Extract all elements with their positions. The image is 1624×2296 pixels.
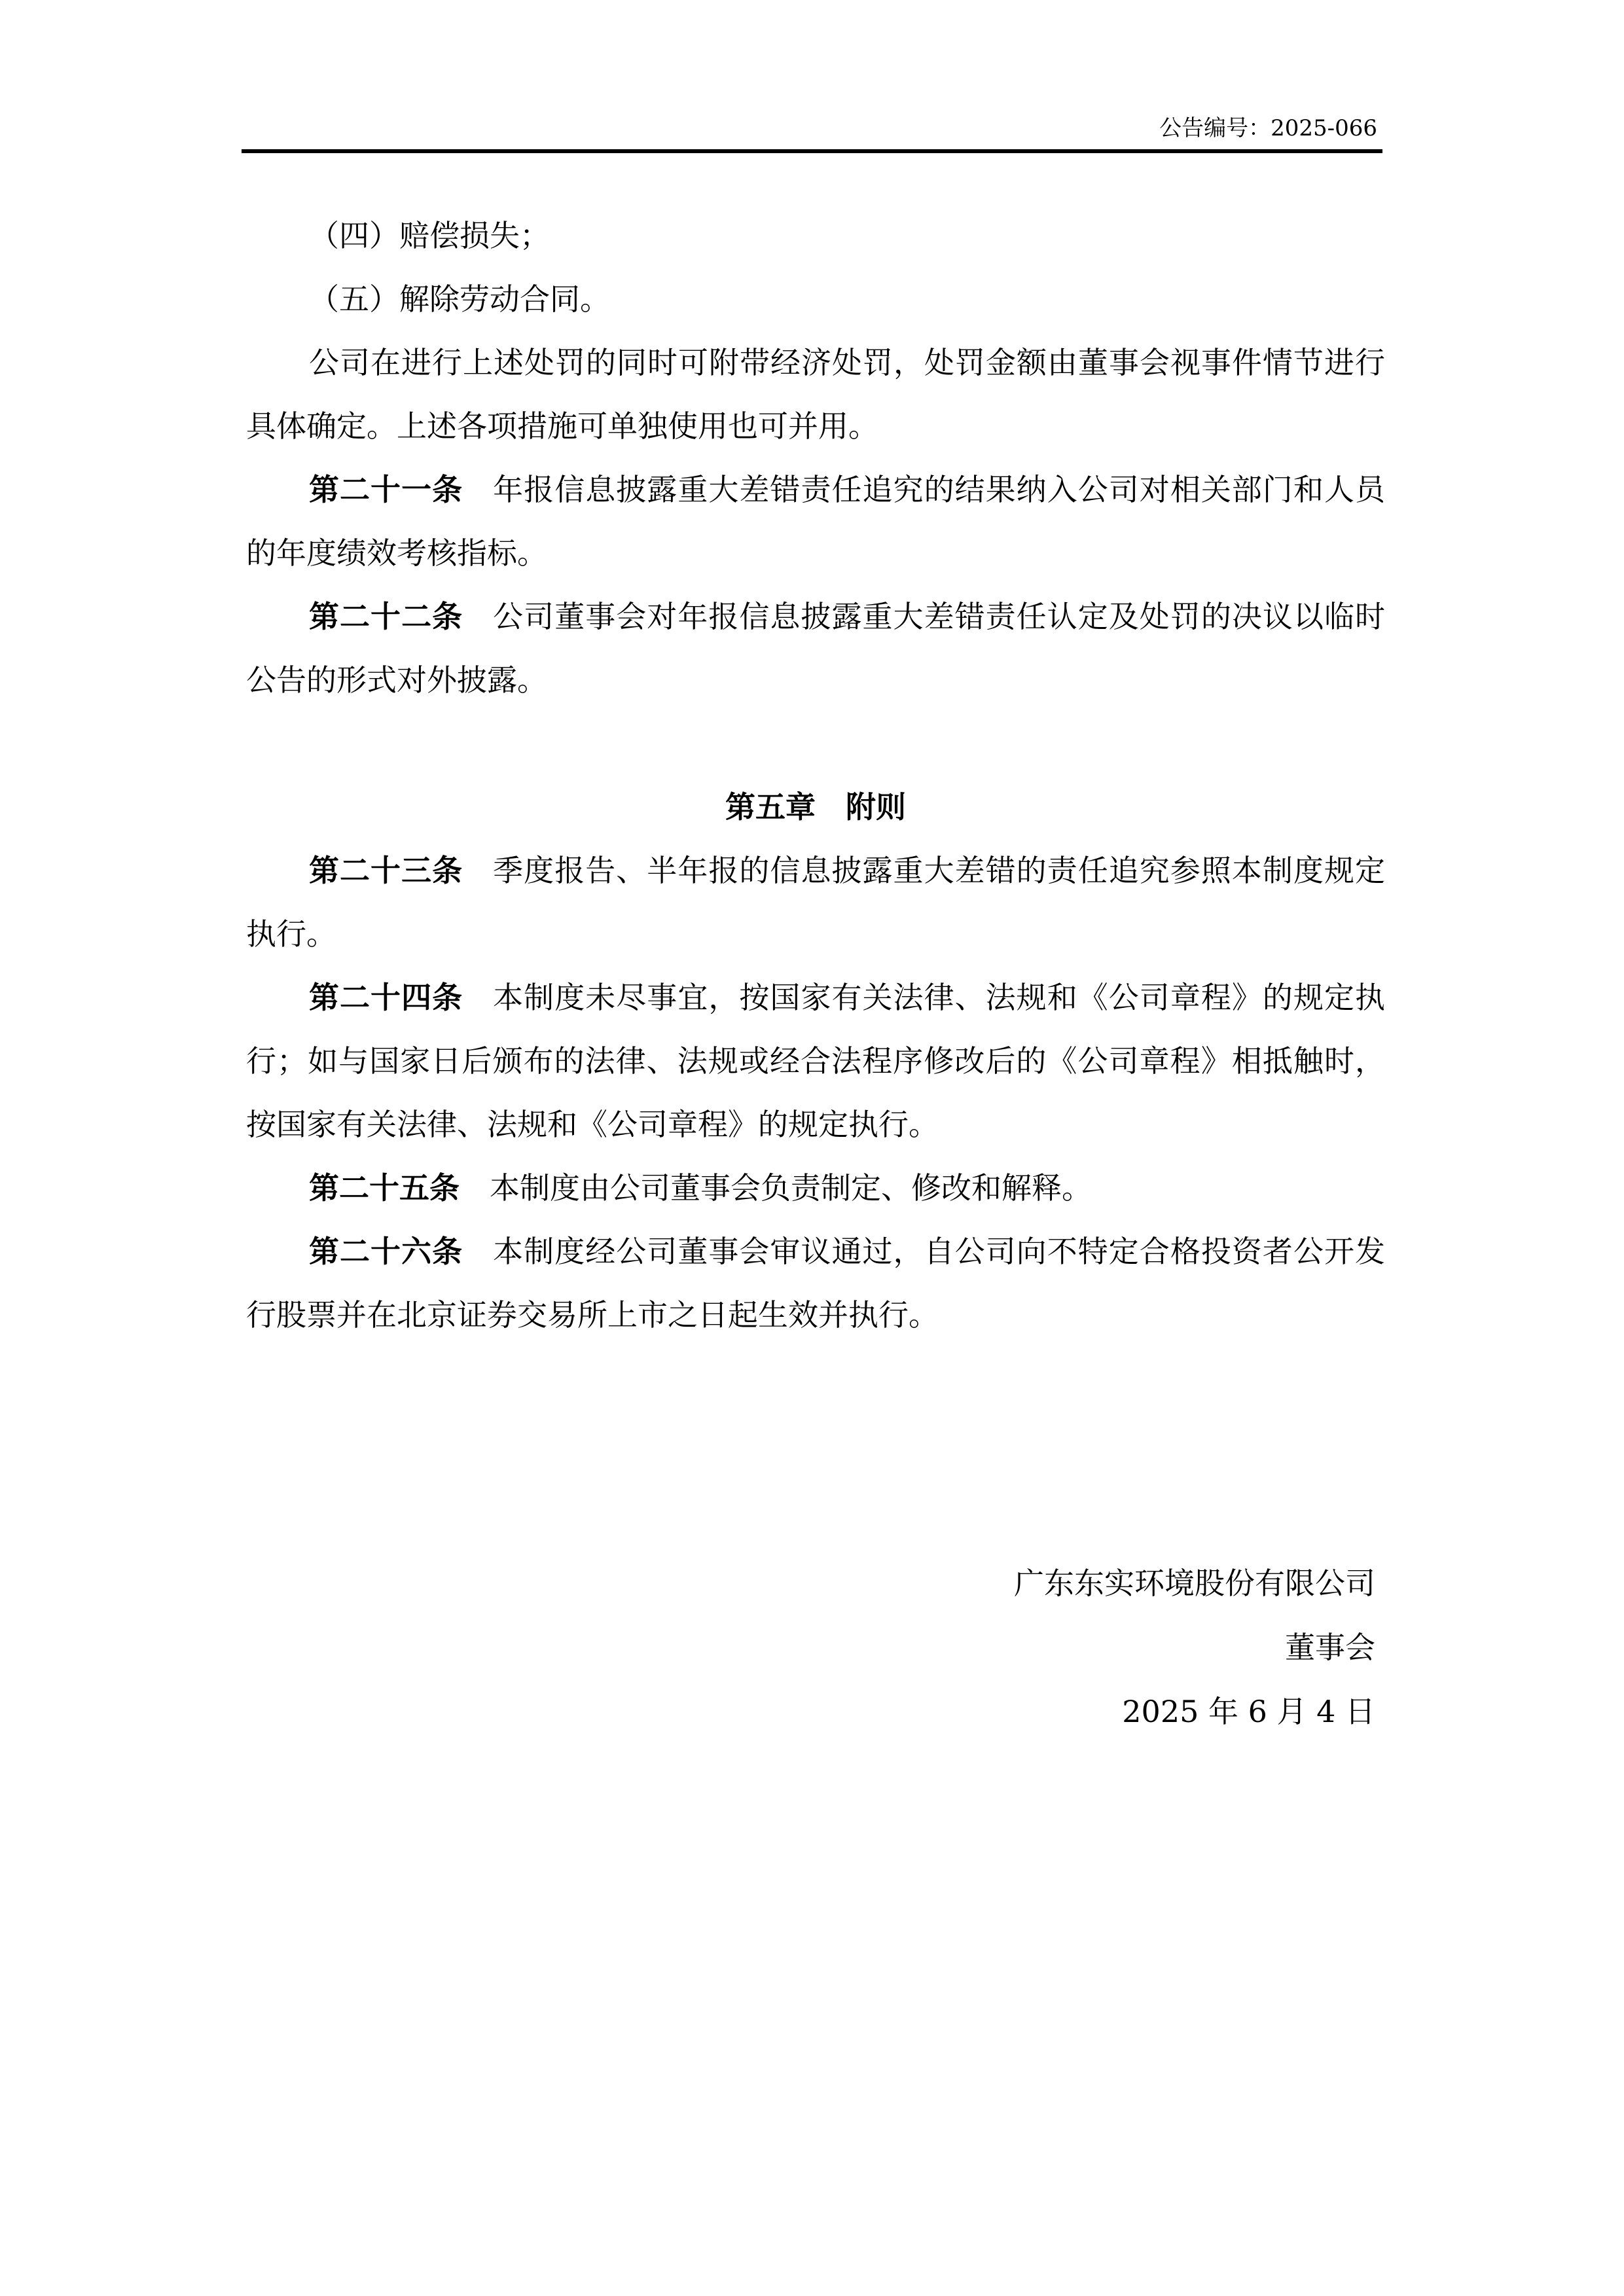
article-text: 本制度由公司董事会负责制定、修改和解释。 <box>490 1170 1092 1206</box>
list-item-termination: （五）解除劳动合同。 <box>309 281 610 317</box>
signature-block <box>1014 1551 1375 1744</box>
chapter-number: 第五章 <box>725 789 816 825</box>
document-body <box>246 204 1385 1347</box>
article-text: 季度报告、半年报的信息披露重大差错的责任追究参照本制度规定执行。 <box>246 853 1386 952</box>
article-label: 第二十六条 <box>309 1234 463 1269</box>
page-header <box>242 111 1382 153</box>
article-25 <box>246 1157 1385 1220</box>
board-name: 董事会 <box>1285 1630 1375 1665</box>
article-22 <box>246 585 1385 712</box>
article-26 <box>246 1220 1385 1347</box>
announcement-number: 公告编号：2025-066 <box>1159 115 1377 141</box>
list-item-compensation: （四）赔偿损失； <box>309 218 550 253</box>
company-name: 广东东实环境股份有限公司 <box>1014 1566 1375 1601</box>
signature-date: 2025 年 6 月 4 日 <box>1122 1694 1375 1729</box>
article-label: 第二十三条 <box>309 853 463 888</box>
chapter-heading <box>246 776 1385 839</box>
article-text: 公司董事会对年报信息披露重大差错责任认定及处罚的决议以临时公告的形式对外披露。 <box>246 599 1386 698</box>
article-text: 年报信息披露重大差错责任追究的结果纳入公司对相关部门和人员的年度绩效考核指标。 <box>246 472 1386 571</box>
article-label: 第二十五条 <box>309 1170 460 1206</box>
article-24 <box>246 966 1385 1157</box>
article-23 <box>246 839 1385 966</box>
paragraph-economic-penalty: 公司在进行上述处罚的同时可附带经济处罚，处罚金额由董事会视事件情节进行具体确定。上述各项措施可单独使用也可并用。 <box>246 345 1385 444</box>
article-label: 第二十二条 <box>309 599 463 634</box>
article-label: 第二十一条 <box>309 472 463 507</box>
article-21 <box>246 458 1385 585</box>
article-label: 第二十四条 <box>309 980 463 1015</box>
article-text: 本制度经公司董事会审议通过，自公司向不特定合格投资者公开发行股票并在北京证券交易所上市之日起生效并执行。 <box>246 1234 1386 1333</box>
chapter-title: 附则 <box>846 789 906 825</box>
article-text: 本制度未尽事宜，按国家有关法律、法规和《公司章程》的规定执行；如与国家日后颁布的法律、法规或经合法程序修改后的《公司章程》相抵触时，按国家有关法律、法规和《公司章程》的规定执行。 <box>246 980 1386 1142</box>
